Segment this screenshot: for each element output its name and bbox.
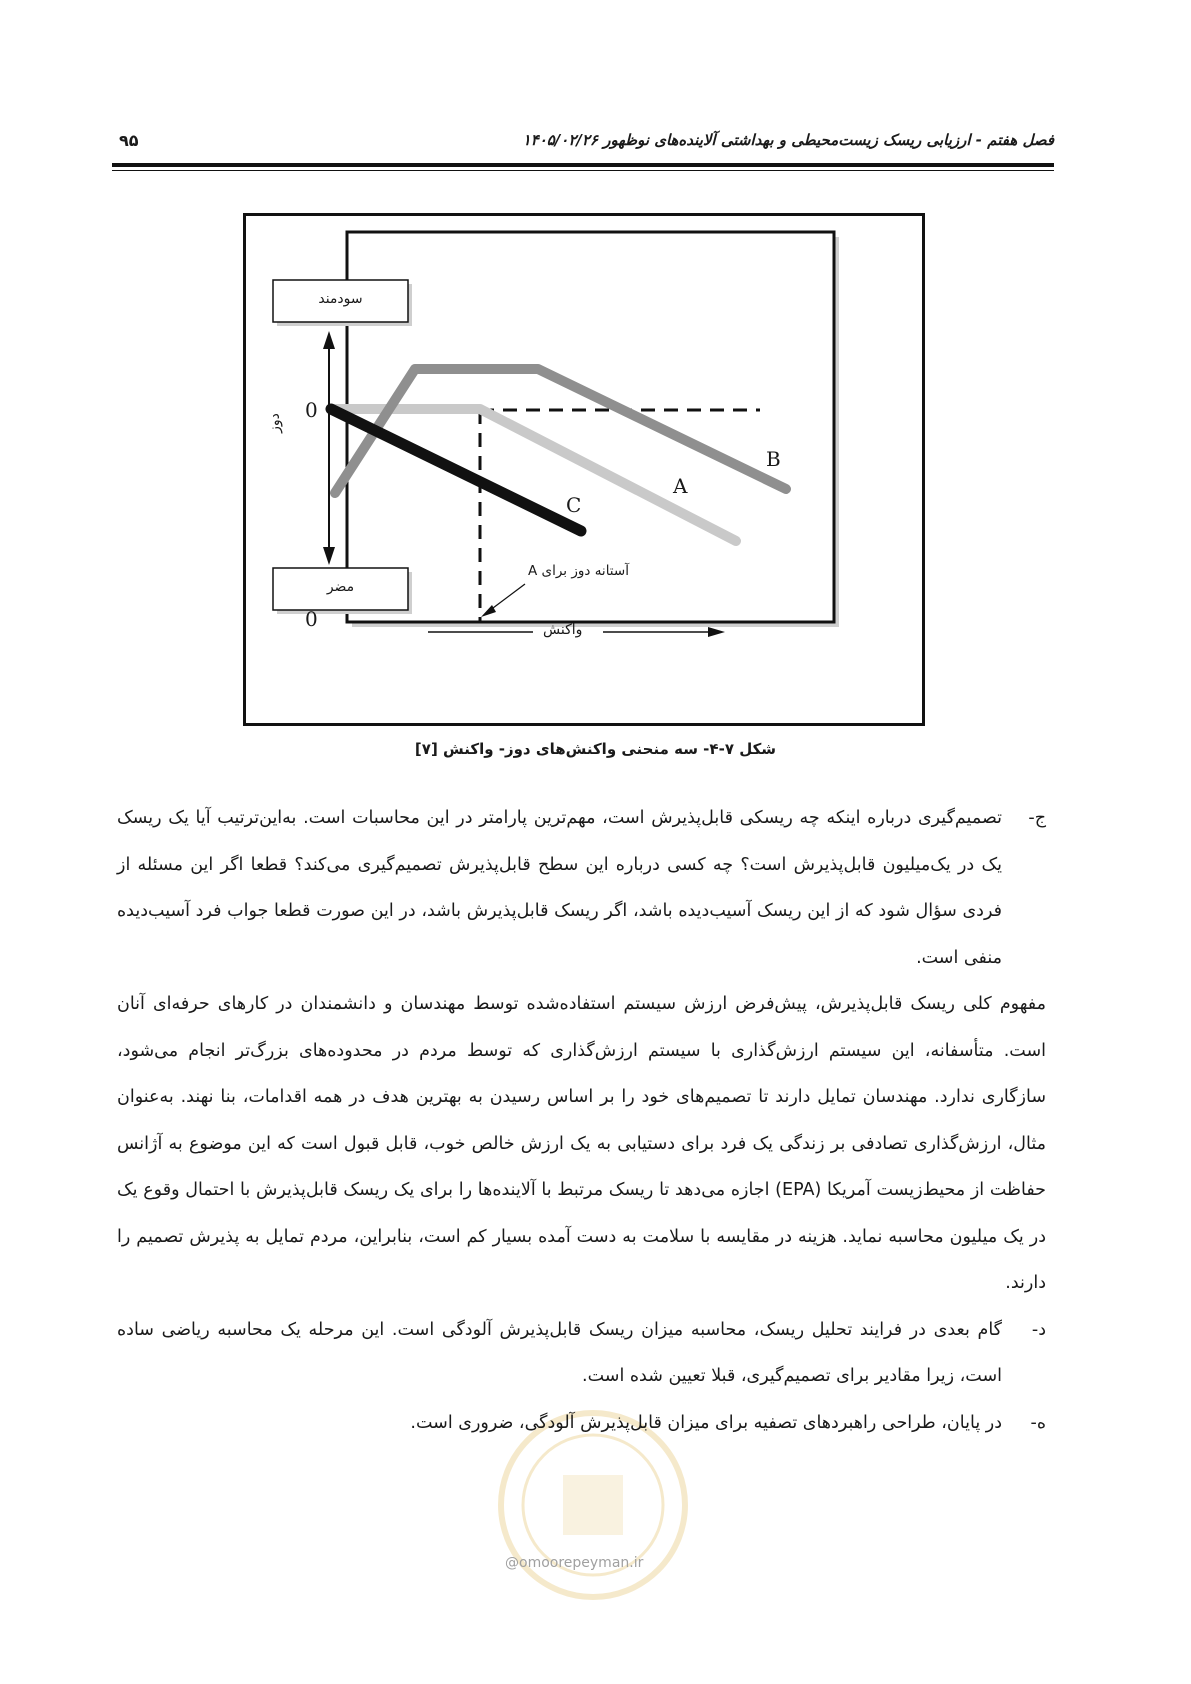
body-paragraph: مفهوم کلی ریسک قابل‌پذیرش، پیش‌فرض ارزش سیستم استفاده‌شده توسط مهندسان و دانشمندان در کارهای حرفه‌ای آنان است. متأسفانه، این سیستم ارزش‌گذاری با سیستم ارزش‌گذاری که توسط مردم در محدوده‌های بزرگ‌تر انجام می‌شود، سازگاری ندارد. مهندسان تمایل دارند تا تصمیم‌های خود را بر اساس رسیدن به بهترین هدف در همه اقدامات، بنا نهند. به‌عنوان مثال، ارزش‌گذاری تصادفی بر زندگی یک فرد برای دستیابی به یک ارزش خالص خوب، قابل قبول است که این موضوع به آژانس حفاظت از محیط‌زیست آمریکا (EPA) اجازه می‌دهد تا ریسک مرتبط با آلاینده‌ها را برای یک ریسک قابل‌پذیرش با احتمال وقوع یک در یک میلیون محاسبه نماید. هزینه در مقایسه با سلامت به دست آمده بسیار کم است، بنابراین، مردم تمایل به پذیرش تصمیم را دارند.	[117, 994, 1046, 1293]
beneficial-label: سودمند	[318, 291, 363, 307]
list-item-j-text: تصمیم‌گیری درباره اینکه چه ریسکی قابل‌پذیرش است، مهم‌ترین پارامتر در این محاسبات است. به‌این‌ترتیب آیا یک ریسک یک در یک‌میلیون قابل‌پذیرش است؟ چه کسی درباره این سطح قابل‌پذیرش تصمیم‌گیری می‌کند؟ قطعا اگر این مسئله از فردی سؤال شود که از این ریسک آسیب‌دیده باشد، اگر ریسک قابل‌پذیرش باشد، در این صورت قطعا جواب فرد آسیب‌دیده منفی است.	[117, 808, 1002, 968]
body-text	[117, 795, 1046, 1446]
harmful-label: مضر	[326, 579, 355, 595]
running-header	[112, 131, 1054, 159]
page-number: ۹۵	[119, 131, 139, 150]
zero-bottom-label: 0	[305, 607, 318, 631]
dose-axis-arrow-down	[323, 547, 335, 565]
dose-axis-label: دوز	[266, 413, 283, 433]
curve-c-label: C	[566, 493, 582, 517]
watermark-text: @omoorepeyman.ir	[505, 1555, 644, 1571]
running-title: فصل هفتم - ارزیابی ریسک زیست‌محیطی و بهداشتی آلاینده‌های نوظهور ۱۴۰۵/۰۲/۲۶	[522, 131, 1054, 149]
zero-top-label: 0	[305, 398, 318, 422]
list-marker-j: ج-	[1028, 808, 1046, 828]
list-item-j	[117, 795, 1046, 981]
dose-response-figure	[243, 213, 925, 726]
header-rule-thin	[112, 170, 1054, 171]
header-rule-thick	[112, 163, 1054, 167]
list-item-d	[117, 1307, 1046, 1400]
list-item-d-text: گام بعدی در فرایند تحلیل ریسک، محاسبه میزان ریسک قابل‌پذیرش آلودگی است. این مرحله یک محاسبه ریاضی ساده است، زیرا مقادیر برای تصمیم‌گیری، قبلا تعیین شده است.	[117, 1319, 1002, 1386]
list-marker-h: ه-	[1030, 1412, 1046, 1433]
response-axis-label: واکنش	[543, 622, 583, 638]
response-axis-arrowhead	[708, 627, 725, 637]
curve-a-label: A	[673, 474, 688, 498]
list-item-h-text: در پایان، طراحی راهبردهای تصفیه برای میزان قابل‌پذیرش آلودگی، ضروری است.	[410, 1412, 1002, 1433]
dose-axis-arrow-up	[323, 331, 335, 349]
figure-caption: شکل ۷-۴- سه منحنی واکنش‌های دوز- واکنش [۷]	[414, 740, 777, 758]
curve-b-label: B	[766, 447, 781, 471]
dose-response-diagram	[243, 213, 925, 726]
list-marker-d: د-	[1031, 1319, 1046, 1340]
list-item-h	[117, 1400, 1046, 1447]
threshold-label: آستانه دوز برای A	[528, 563, 629, 579]
